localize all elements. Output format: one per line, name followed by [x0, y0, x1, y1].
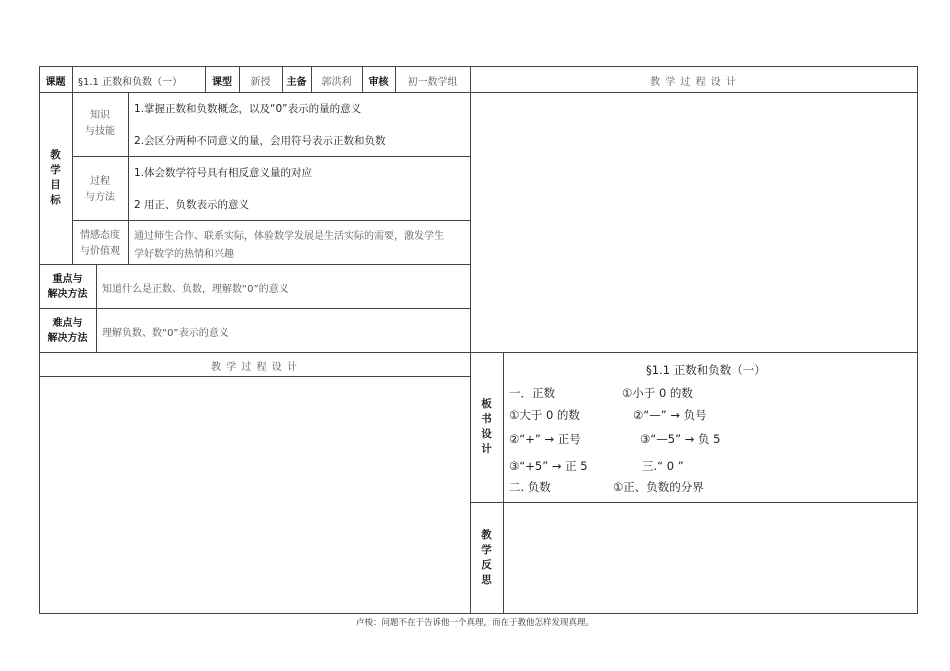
process-item-2: 2 用正、负数表示的意义	[134, 199, 250, 211]
review-label: 审核	[368, 77, 389, 88]
board-line-3a: ②“+” → 正号	[509, 432, 581, 446]
process-design-title: 教 学 过 程 设 计	[211, 362, 298, 373]
lead-value: 郭洪利	[321, 77, 352, 88]
type-label: 课型	[212, 77, 232, 88]
process-label: 过程 与方法	[85, 176, 115, 203]
type-value: 新授	[250, 77, 271, 88]
difficulties-text: 理解负数、数“0”表示的意义	[102, 328, 229, 339]
lead-label: 主备	[286, 77, 307, 88]
knowledge-item-2: 2.会区分两种不同意义的量，会用符号表示正数和负数	[134, 135, 386, 147]
difficulties-label: 难点与 解决方法	[47, 318, 88, 344]
review-value: 初一数学组	[407, 77, 458, 88]
board-title: §1.1 正数和负数（一）	[646, 363, 766, 377]
board-line-5a: 二. 负数	[509, 480, 551, 494]
reflection-label: 教 学 反 思	[481, 528, 492, 586]
reflection-area[interactable]	[504, 503, 916, 612]
lesson-label: 课题	[45, 77, 66, 88]
knowledge-label: 知识 与技能	[85, 110, 115, 137]
emotion-text: 通过师生合作、联系实际，体验数学发展是生活实际的需要，激发学生 学好数学的热情和兴趣	[134, 231, 444, 260]
board-line-1b: ①小于 0 的数	[622, 386, 693, 400]
board-line-4a: ③“+5” → 正 5	[509, 459, 588, 473]
process-item-1: 1.体会数学符号具有相反意义量的对应	[134, 167, 313, 179]
board-line-4b: 三.“ 0 ”	[642, 459, 684, 473]
process-design-area[interactable]	[40, 377, 469, 612]
board-line-5b: ①正、负数的分界	[613, 480, 704, 494]
board-line-3b: ③“—5” → 负 5	[640, 432, 721, 446]
knowledge-item-1: 1.掌握正数和负数概念，以及“0”表示的量的意义	[134, 103, 362, 115]
lesson-value: §1.1 正数和负数（一）	[78, 77, 183, 88]
board-line-1a: 一．正数	[509, 386, 555, 400]
key-points-label: 重点与 解决方法	[47, 274, 88, 300]
board-line-2a: ①大于 0 的数	[509, 408, 580, 422]
board-label: 板 书 设 计	[481, 398, 492, 455]
board-line-2b: ②“—” → 负号	[633, 408, 707, 422]
key-points-text: 知道什么是正数、负数，理解数“0”的意义	[102, 284, 289, 295]
footer-quote: 卢梭：问题不在于告诉他一个真理，而在于教他怎样发现真理。	[355, 618, 594, 628]
goals-label: 教 学 目 标	[50, 149, 61, 206]
process-design-title-top: 教 学 过 程 设 计	[650, 77, 737, 88]
emotion-label: 情感态度 与价值观	[80, 230, 120, 257]
